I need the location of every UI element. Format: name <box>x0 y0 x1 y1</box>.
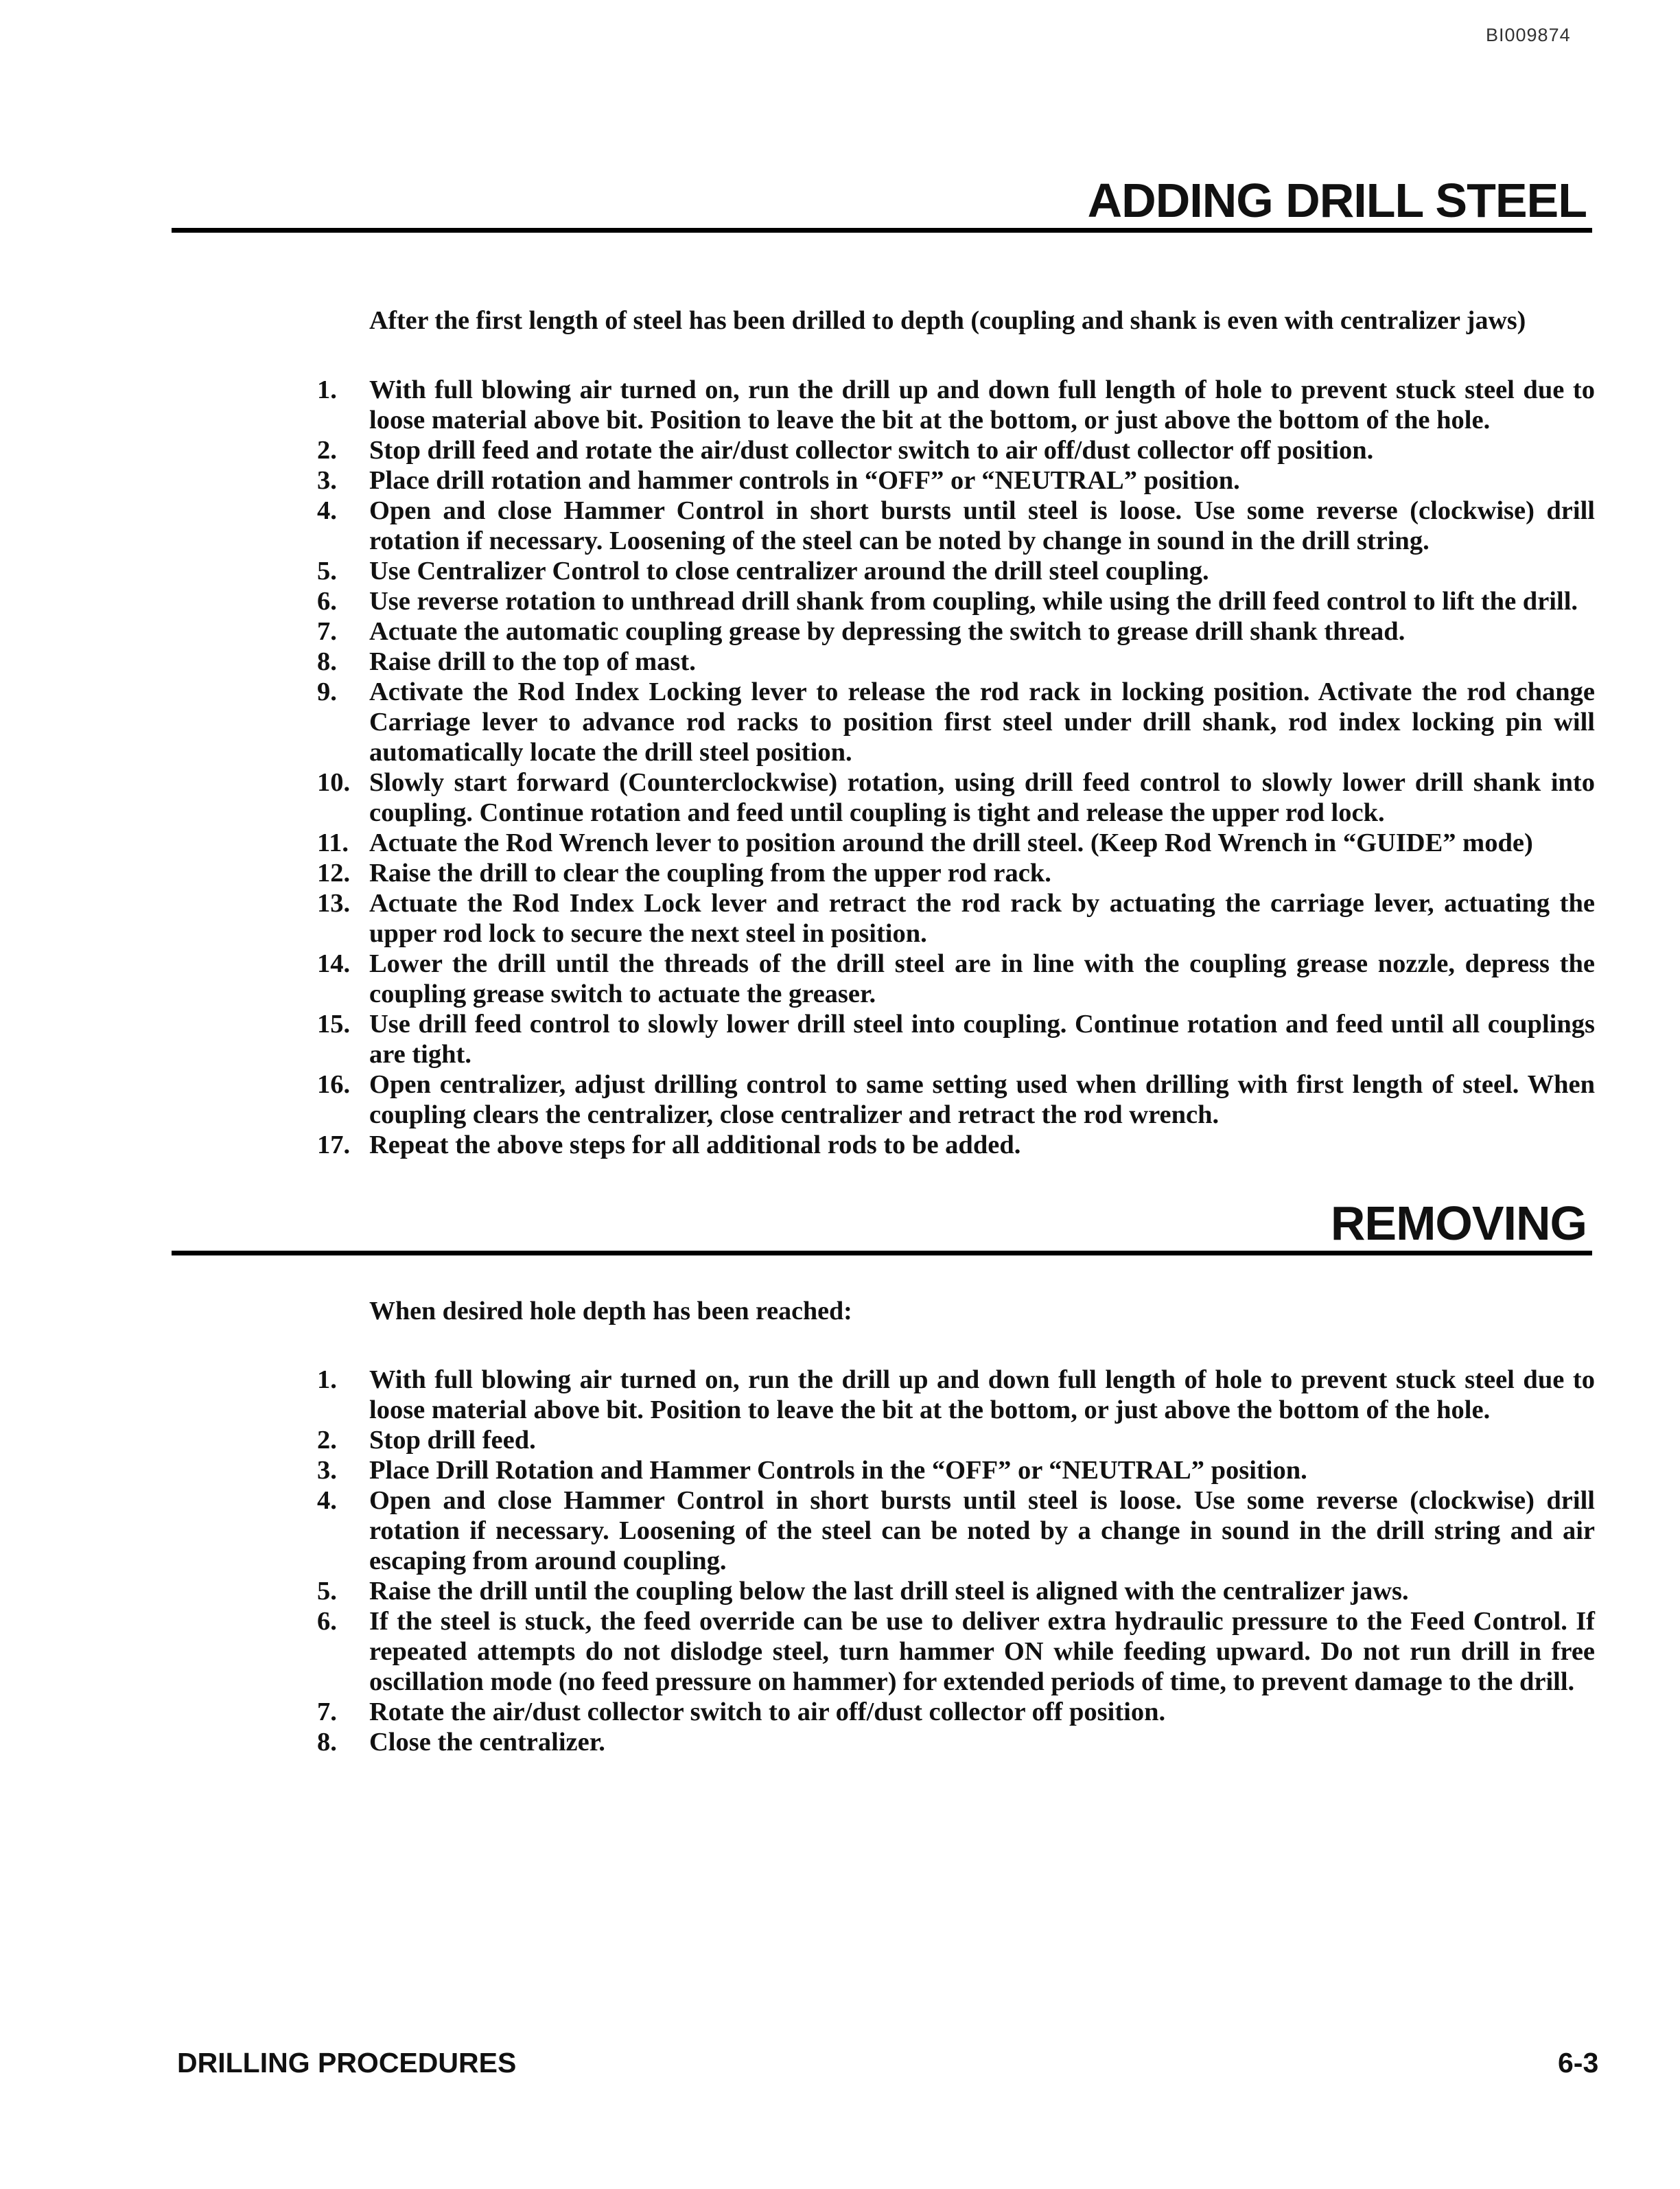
step-text: Actuate the automatic coupling grease by depressing the switch to grease drill shank thread. <box>369 617 1405 646</box>
step-text: Use Centralizer Control to close centralizer around the drill steel coupling. <box>369 557 1209 586</box>
step-number: 3. <box>317 466 337 495</box>
step-number: 12. <box>317 859 351 888</box>
step-text: Rotate the air/dust collector switch to air off/dust collector off position. <box>369 1698 1166 1726</box>
list-item <box>317 586 1595 616</box>
list-item <box>317 949 1595 1009</box>
section-intro: When desired hole depth has been reached: <box>369 1297 852 1325</box>
list-item <box>317 1576 1595 1606</box>
list-item <box>317 1606 1595 1697</box>
step-text: Stop drill feed. <box>369 1426 536 1455</box>
list-item <box>317 1365 1595 1425</box>
step-text: Raise the drill until the coupling below the last drill steel is aligned with the centralizer jaws. <box>369 1577 1409 1606</box>
step-text: With full blowing air turned on, run the drill up and down full length of hole to prevent stuck steel due to loose material above bit. Position to leave the bit at the bottom, or just above the bottom of the hole. <box>369 375 1595 435</box>
step-number: 8. <box>317 647 337 676</box>
step-number: 4. <box>317 1486 337 1515</box>
section-header-removing <box>172 1196 1592 1255</box>
step-number: 10. <box>317 768 351 797</box>
step-text: Slowly start forward (Counterclockwise) rotation, using drill feed control to slowly lower drill shank into coupling. Continue rotation and feed until coupling is tight and release the upper rod lock. <box>369 768 1595 827</box>
list-item <box>317 1425 1595 1455</box>
step-number: 15. <box>317 1010 351 1039</box>
footer-chapter-title: DRILLING PROCEDURES <box>177 2047 517 2078</box>
section-title: ADDING DRILL STEEL <box>1087 174 1587 227</box>
step-number: 5. <box>317 557 337 586</box>
step-number: 8. <box>317 1728 337 1757</box>
section-title: REMOVING <box>1330 1196 1587 1250</box>
step-text: Use reverse rotation to unthread drill shank from coupling, while using the drill feed control to lift the drill. <box>369 587 1578 616</box>
step-text: Raise the drill to clear the coupling from the upper rod rack. <box>369 859 1051 888</box>
list-item <box>317 556 1595 586</box>
step-number: 14. <box>317 949 351 978</box>
step-number: 5. <box>317 1577 337 1606</box>
step-number: 1. <box>317 1365 337 1394</box>
step-text: Lower the drill until the threads of the drill steel are in line with the coupling grease nozzle, depress the coupling grease switch to actuate the greaser. <box>369 949 1595 1008</box>
step-number: 3. <box>317 1456 337 1485</box>
step-text: Close the centralizer. <box>369 1728 605 1757</box>
list-item <box>317 1130 1595 1160</box>
list-item <box>317 828 1595 858</box>
step-text: Open and close Hammer Control in short bursts until steel is loose. Use some reverse (clockwise) drill rotation if necessary. Loosening of the steel can be noted by change in sound in the drill string. <box>369 496 1595 555</box>
step-number: 13. <box>317 889 351 918</box>
step-text: Activate the Rod Index Locking lever to release the rod rack in locking position. Activate the rod change Carriage lever to advance rod racks to position first steel under drill shank, rod index locking pin will automatically locate the drill steel position. <box>369 677 1595 767</box>
step-number: 16. <box>317 1070 351 1099</box>
steps-list-removing <box>317 1365 1595 1757</box>
step-text: Open and close Hammer Control in short bursts until steel is loose. Use some reverse (clockwise) drill rotation if necessary. Loosening of the steel can be noted by a change in sound in the drill string and air escaping from around coupling. <box>369 1486 1595 1575</box>
section-intro: After the first length of steel has been drilled to depth (coupling and shank is even with centralizer jaws) <box>369 306 1526 335</box>
steps-list-adding <box>317 375 1595 1160</box>
step-number: 7. <box>317 617 337 646</box>
list-item <box>317 1697 1595 1727</box>
list-item <box>317 767 1595 828</box>
list-item <box>317 677 1595 767</box>
step-text: Repeat the above steps for all additional rods to be added. <box>369 1131 1021 1159</box>
step-text: Use drill feed control to slowly lower drill steel into coupling. Continue rotation and feed until all couplings are tight. <box>369 1010 1595 1069</box>
list-item <box>317 435 1595 465</box>
step-text: Actuate the Rod Wrench lever to position around the drill steel. (Keep Rod Wrench in “GUIDE” mode) <box>369 829 1533 857</box>
list-item <box>317 616 1595 647</box>
step-number: 2. <box>317 1426 337 1455</box>
list-item <box>317 647 1595 677</box>
step-text: Actuate the Rod Index Lock lever and retract the rod rack by actuating the carriage lever, actuating the upper rod lock to secure the next steel in position. <box>369 889 1595 948</box>
step-number: 1. <box>317 375 337 404</box>
list-item <box>317 888 1595 949</box>
list-item <box>317 1455 1595 1485</box>
list-item <box>317 1009 1595 1069</box>
step-number: 4. <box>317 496 337 525</box>
section-header-adding-drill-steel <box>172 173 1592 233</box>
step-text: Open centralizer, adjust drilling control to same setting used when drilling with first length of steel. When coupling clears the centralizer, close centralizer and retract the rod wrench. <box>369 1070 1595 1129</box>
step-number: 9. <box>317 677 337 706</box>
list-item <box>317 465 1595 496</box>
list-item <box>317 375 1595 435</box>
list-item <box>317 1485 1595 1576</box>
step-number: 2. <box>317 436 337 465</box>
step-text: Raise drill to the top of mast. <box>369 647 696 676</box>
step-number: 11. <box>317 829 349 857</box>
step-text: Place Drill Rotation and Hammer Controls in the “OFF” or “NEUTRAL” position. <box>369 1456 1307 1485</box>
step-text: With full blowing air turned on, run the drill up and down full length of hole to prevent stuck steel due to loose material above bit. Position to leave the bit at the bottom, or just above the bottom of the hole. <box>369 1365 1595 1424</box>
step-number: 17. <box>317 1131 351 1159</box>
step-number: 6. <box>317 1607 337 1636</box>
document-id: BI009874 <box>1486 25 1571 45</box>
list-item <box>317 858 1595 888</box>
step-text: Place drill rotation and hammer controls in “OFF” or “NEUTRAL” position. <box>369 466 1240 495</box>
footer-page-number: 6-3 <box>1558 2047 1599 2078</box>
step-text: If the steel is stuck, the feed override can be use to deliver extra hydraulic pressure to the Feed Control. If repeated attempts do not dislodge steel, turn hammer ON while feeding upward. Do not run drill in free oscillation mode (no feed pressure on hammer) for extended periods of time, to prevent damage to the drill. <box>369 1607 1595 1696</box>
list-item <box>317 1727 1595 1757</box>
list-item <box>317 1069 1595 1130</box>
step-number: 6. <box>317 587 337 616</box>
step-number: 7. <box>317 1698 337 1726</box>
step-text: Stop drill feed and rotate the air/dust collector switch to air off/dust collector off position. <box>369 436 1374 465</box>
list-item <box>317 496 1595 556</box>
